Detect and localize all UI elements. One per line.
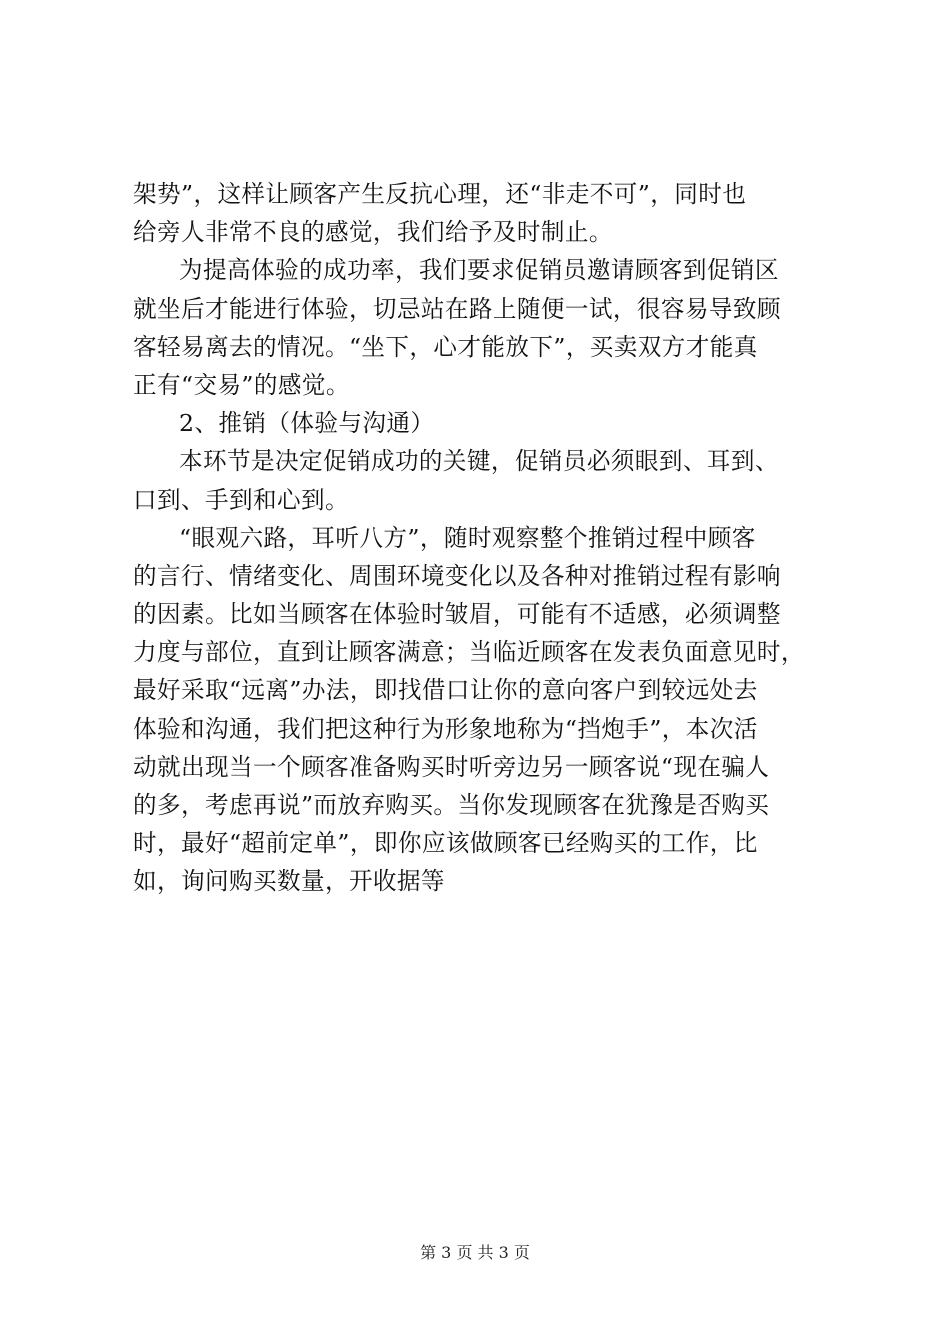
text-line: 力度与部位，直到让顾客满意；当临近顾客在发表负面意见时， [133, 638, 805, 667]
text-line: 的言行、情绪变化、周围环境变化以及各种对推销过程有影响 [133, 561, 781, 590]
text-line: 最好采取“远离”办法，即找借口让你的意向客户到较远处去 [133, 676, 758, 705]
page-number-footer: 第 3 页 共 3 页 [420, 1243, 530, 1262]
text-line: 客轻易离去的情况。“坐下，心才能放下”，买卖双方才能真 [133, 332, 758, 361]
paragraph-start-line: 本环节是决定促销成功的关键，促销员必须眼到、耳到、 [179, 447, 779, 476]
text-line: 体验和沟通，我们把这种行为形象地称为“挡炮手”，本次活 [133, 714, 758, 743]
text-line: 正有“交易”的感觉。 [133, 370, 350, 399]
text-line: 的因素。比如当顾客在体验时皱眉，可能有不适感，必须调整 [133, 600, 781, 629]
text-line: 架势”，这样让顾客产生反抗心理，还“非走不可”，同时也 [133, 180, 747, 208]
paragraph-start-line: 为提高体验的成功率，我们要求促销员邀请顾客到促销区 [179, 256, 779, 285]
section-heading: 2、推销（体验与沟通） [179, 409, 435, 438]
text-line: 就坐后才能进行体验，切忌站在路上随便一试，很容易导致顾 [133, 294, 781, 323]
text-line: 时，最好“超前定单”，即你应该做顾客已经购买的工作，比 [133, 829, 758, 858]
text-line: 如，询问购买数量，开收据等 [133, 867, 445, 896]
text-line: 的多，考虑再说”而放弃购买。当你发现顾客在犹豫是否购买 [133, 791, 770, 819]
text-line: 动就出现当一个顾客准备购买时听旁边另一顾客说“现在骗人 [133, 752, 770, 781]
paragraph-start-line: “眼观六路，耳听八方”，随时观察整个推销过程中顾客 [179, 523, 756, 552]
text-line: 给旁人非常不良的感觉，我们给予及时制止。 [133, 218, 613, 247]
document-body [133, 175, 833, 901]
text-line: 口到、手到和心到。 [133, 485, 349, 514]
